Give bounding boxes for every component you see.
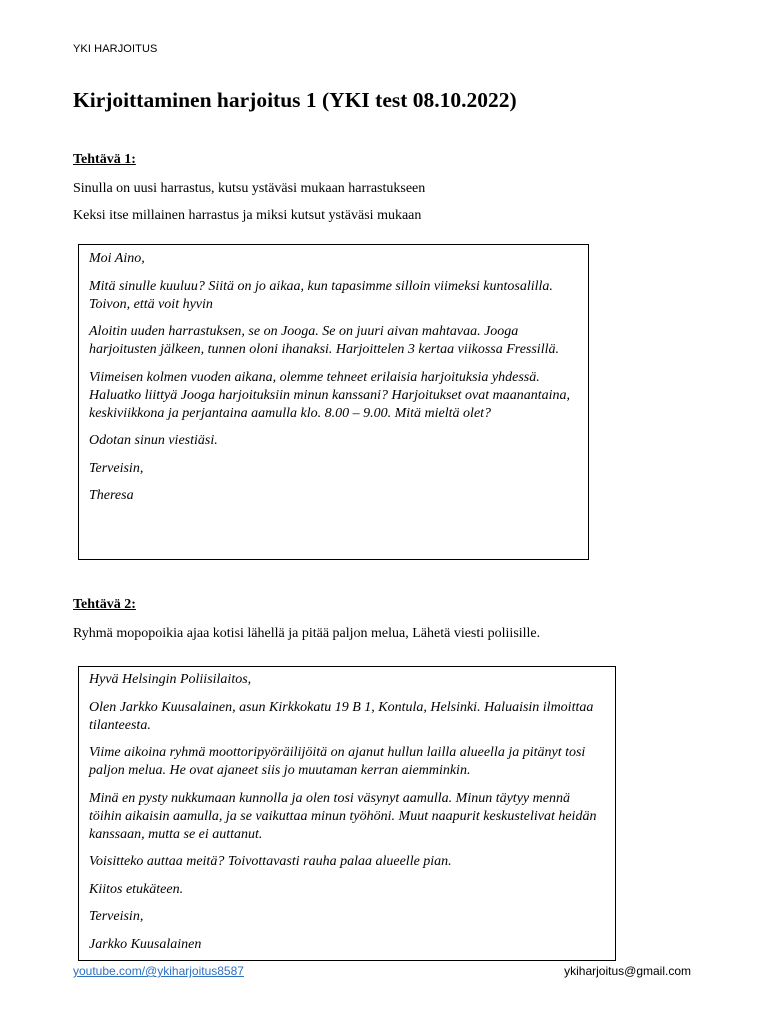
task-1-prompt-1: Sinulla on uusi harrastus, kutsu ystäväsi mukaan harrastukseen	[73, 181, 426, 196]
letter-1-paragraph: Aloitin uuden harrastuksen, se on Jooga. Se on juuri aivan mahtavaa. Jooga harjoitusten jälkeen, tunnen oloni ihanaksi. Harjoittelen 3 kertaa viikossa Fressillä.	[89, 324, 559, 357]
task-1-prompt-2: Keksi itse millainen harrastus ja miksi kutsut ystäväsi mukaan	[73, 208, 422, 223]
letter-2-paragraph: Kiitos etukäteen.	[89, 881, 184, 897]
task-2-heading: Tehtävä 2:	[73, 597, 136, 612]
letter-2-paragraph: Viime aikoina ryhmä moottoripyöräilijöitä on ajanut hullun lailla alueella ja pitänyt tosi paljon melua. He ovat ajaneet siis jo muutaman kerran aiemminkin.	[89, 745, 586, 778]
letter-1-paragraph: Odotan sinun viestiäsi.	[89, 433, 218, 448]
letter-2-closing: Terveisin,	[89, 909, 144, 924]
letter-2-paragraph: Minä en pysty nukkumaan kunnolla ja olen tosi väsynyt aamulla. Minun täytyy mennä töihin aikaisin aamulla, ja se vaikuttaa minun työhöni. Muut naapurit keskustelivat heidän kanssaan, mutta se ei auttanut.	[89, 790, 597, 842]
contact-email: ykiharjoitus@gmail.com	[564, 964, 691, 978]
document-title: Kirjoittaminen harjoitus 1 (YKI test 08.10.2022)	[73, 88, 517, 112]
letter-1-paragraph: Mitä sinulle kuuluu? Siitä on jo aikaa, kun tapasimme silloin viimeksi kuntosalilla. Toivon, että voit hyvin	[89, 278, 553, 312]
letter-2-paragraph: Voisitteko auttaa meitä? Toivottavasti rauha palaa alueelle pian.	[89, 854, 452, 869]
task-2-prompt: Ryhmä mopopoikia ajaa kotisi lähellä ja pitää paljon melua, Lähetä viesti poliisille.	[73, 626, 541, 641]
letter-2-signature: Jarkko Kuusalainen	[89, 936, 202, 952]
letter-2-paragraph: Olen Jarkko Kuusalainen, asun Kirkkokatu 19 B 1, Kontula, Helsinki. Haluaisin ilmoittaa tilanteesta.	[89, 699, 594, 733]
youtube-channel-link[interactable]: youtube.com/@ykiharjoitus8587	[73, 964, 244, 978]
header-label: YKI HARJOITUS	[73, 43, 158, 55]
task-1-letter-box	[78, 244, 589, 560]
task-2-letter-box	[78, 666, 616, 961]
letter-2-greeting: Hyvä Helsingin Poliisilaitos,	[89, 672, 252, 687]
letter-1-paragraph: Viimeisen kolmen vuoden aikana, olemme tehneet erilaisia harjoituksia yhdessä. Haluatko liittyä Jooga harjoituksiin minun kanssani? Harjoitukset ovat maanantaina, keskiviikkona ja perjantaina aamulla klo. 8.00 – 9.00. Mitä mieltä olet?	[89, 369, 571, 421]
letter-1-greeting: Moi Aino,	[89, 251, 145, 266]
task-1-heading: Tehtävä 1:	[73, 152, 136, 167]
letter-1-signature: Theresa	[89, 488, 134, 503]
letter-1-closing: Terveisin,	[89, 460, 144, 476]
